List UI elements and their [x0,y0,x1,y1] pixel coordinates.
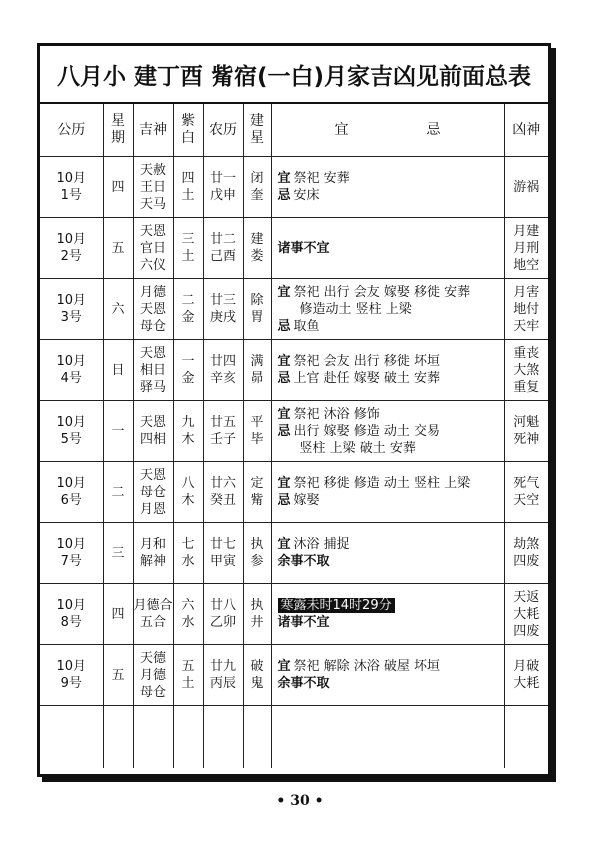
zibai-cell [173,523,203,584]
empty-cell [271,706,504,769]
yiji-line [278,597,504,614]
date-cell-line: 10月 [56,659,87,674]
jianxing-cell-line: 建 [250,232,264,247]
nongli-cell-line: 廿一 [209,171,236,186]
table-row [40,645,548,706]
zibai-cell-line: 土 [181,676,195,691]
jishen-cell-line: 解神 [139,554,166,569]
jishen-cell-line: 月德合 [133,598,173,613]
almanac-table [40,104,548,768]
xiongshen-cell [504,645,548,706]
table-row [40,340,548,401]
yiji-line [278,553,504,570]
zibai-cell-line: 土 [181,249,195,264]
jianxing-cell [243,157,271,218]
date-cell-line: 3号 [60,310,82,325]
zibai-cell [173,401,203,462]
jishen-cell [133,462,173,523]
jianxing-cell [243,401,271,462]
weekday-cell: 五 [103,645,133,706]
jishen-cell-line: 王日 [139,179,166,195]
zibai-cell [173,218,203,279]
xiongshen-cell [504,523,548,584]
jishen-cell-line: 四相 [139,432,166,447]
xiongshen-cell-line: 地付 [513,301,540,317]
jianxing-cell [243,584,271,645]
date-cell-line: 7号 [60,554,82,569]
yiji-label: 忌 [277,188,291,203]
date-cell-line: 10月 [56,354,87,369]
yiji-text: 竖柱 上梁 破土 安葬 [299,440,416,456]
jishen-cell-line: 官日 [139,240,166,256]
zibai-cell [173,584,203,645]
header-nongli: 农历 [203,104,243,157]
zibai-cell-line: 金 [181,310,195,325]
yiji-line [278,170,504,187]
zibai-cell-line: 四 [181,171,195,186]
yiji-label: 忌 [277,371,291,386]
yiji-text: 祭祀 安葬 [293,171,350,186]
yiji-text: 祭祀 沐浴 修饰 [293,406,380,422]
xiongshen-cell [504,340,548,401]
jishen-cell [133,584,173,645]
xiongshen-cell-line: 地空 [513,257,540,273]
xiongshen-cell-line: 大耗 [513,606,540,622]
jishen-cell-line: 母仓 [139,318,166,334]
yiji-text: 祭祀 会友 出行 移徙 坏垣 [293,354,441,369]
header-jianxing: 建 星 [243,104,271,157]
date-cell [40,645,103,706]
nongli-cell [203,218,243,279]
date-cell-line: 10月 [56,415,87,430]
jishen-cell-line: 五合 [139,615,166,630]
yiji-text: 修造动土 竖柱 上梁 [299,301,412,317]
date-cell-line: 10月 [56,598,87,613]
yiji-cell [271,401,504,462]
xiongshen-cell-line: 四废 [513,623,540,639]
zibai-cell [173,645,203,706]
yiji-text: 安床 [293,188,320,203]
jianxing-cell-line: 觜 [250,493,264,508]
xiongshen-cell-line: 四废 [513,554,540,569]
jishen-cell-line: 六仪 [139,257,166,273]
zibai-cell-line: 六 [181,598,195,613]
yiji-cell [271,218,504,279]
header-jishen: 吉神 [133,104,173,157]
jishen-cell [133,157,173,218]
zibai-cell-line: 三 [181,232,195,247]
yiji-line [278,536,504,553]
xiongshen-cell [504,462,548,523]
yiji-cell [271,279,504,340]
jianxing-cell-line: 执 [250,537,264,552]
yiji-label: 宜 [277,284,291,300]
table-row [40,584,548,645]
jianxing-cell-line: 鬼 [250,676,264,691]
header-gongli: 公历 [40,104,103,157]
yiji-text: 出行 嫁娶 修造 动土 交易 [293,423,441,439]
yiji-text: 余事不取 [277,676,330,691]
yiji-line [278,475,504,492]
jianxing-cell-line: 奎 [250,188,264,203]
yiji-label: 宜 [277,406,291,422]
date-cell-line: 1号 [60,188,82,203]
date-cell [40,218,103,279]
zibai-cell [173,157,203,218]
nongli-cell-line: 庚戌 [209,310,236,325]
header-xiongshen: 凶神 [504,104,548,157]
nongli-cell-line: 廿四 [209,354,236,369]
empty-cell [133,706,173,769]
yiji-line [278,240,504,257]
xiongshen-cell [504,584,548,645]
date-cell-line: 6号 [60,493,82,508]
yiji-line [278,353,504,370]
header-yiji: 宜 忌 [271,104,504,157]
jishen-cell [133,401,173,462]
yiji-text: 取鱼 [293,318,320,334]
jianxing-cell [243,218,271,279]
jishen-cell-line: 月和 [139,537,166,552]
yiji-text: 祭祀 解除 沐浴 破屋 坏垣 [293,659,441,674]
zibai-cell-line: 八 [181,476,195,491]
jishen-cell-line: 天马 [139,196,166,212]
weekday-cell: 二 [103,462,133,523]
date-cell-line: 5号 [60,432,82,447]
weekday-cell: 日 [103,340,133,401]
jianxing-cell-line: 闭 [250,171,264,186]
weekday-cell: 三 [103,523,133,584]
jishen-cell-line: 天德 [139,650,166,666]
yiji-line [278,658,504,675]
yiji-line [278,440,504,457]
jianxing-cell-line: 参 [250,554,264,569]
date-cell [40,401,103,462]
yiji-text: 祭祀 移徙 修造 动土 竖柱 上梁 [293,476,471,491]
table-row [40,401,548,462]
yiji-line [278,614,504,631]
jianxing-cell-line: 毕 [250,432,264,447]
jishen-cell-line: 天恩 [139,301,166,317]
jianxing-cell-line: 破 [250,659,264,674]
nongli-cell-line: 廿九 [209,659,236,674]
nongli-cell-line: 己酉 [209,249,236,264]
empty-cell [243,706,271,769]
yiji-cell [271,523,504,584]
nongli-cell-line: 廿三 [209,293,236,308]
xiongshen-cell-line: 死气 [513,476,540,491]
weekday-cell: 一 [103,401,133,462]
nongli-cell-line: 廿五 [209,415,236,430]
yiji-label: 宜 [277,537,291,552]
xiongshen-cell-line: 月破 [513,659,540,674]
yiji-text: 上官 赴任 嫁娶 破土 安葬 [293,371,441,386]
nongli-cell [203,584,243,645]
jianxing-cell [243,340,271,401]
page-title: 八月小 建丁酉 觜宿(一白)月家吉凶见前面总表 [40,46,548,104]
nongli-cell [203,157,243,218]
yiji-line [278,301,504,318]
xiongshen-cell-line: 月害 [513,284,540,300]
weekday-cell: 六 [103,279,133,340]
table-row [40,523,548,584]
yiji-line [278,187,504,204]
date-cell-line: 10月 [56,476,87,491]
nongli-cell-line: 丙辰 [209,676,236,691]
xiongshen-cell-line: 天空 [513,493,540,508]
yiji-label: 忌 [277,318,291,334]
almanac-table-frame [37,43,551,777]
xiongshen-cell-line: 大耗 [513,676,540,691]
date-cell-line: 10月 [56,232,87,247]
xiongshen-cell-line: 重复 [513,379,540,395]
yiji-text: 沐浴 捕捉 [293,537,350,552]
date-cell-line: 4号 [60,371,82,386]
table-row [40,157,548,218]
nongli-cell [203,401,243,462]
xiongshen-cell-line: 死神 [513,432,540,447]
date-cell [40,523,103,584]
jishen-cell-line: 天恩 [139,415,166,430]
jianxing-cell-line: 除 [250,293,264,308]
table-row [40,462,548,523]
nongli-cell-line: 廿二 [209,232,236,247]
header-xingqi: 星 期 [103,104,133,157]
weekday-cell: 四 [103,157,133,218]
zibai-cell-line: 金 [181,371,195,386]
nongli-cell [203,340,243,401]
jishen-cell [133,218,173,279]
jishen-cell-line: 月德 [139,284,166,300]
zibai-cell [173,279,203,340]
yiji-text: 诸事不宜 [277,615,330,630]
date-cell [40,279,103,340]
date-cell-line: 10月 [56,293,87,308]
jishen-cell [133,279,173,340]
nongli-cell-line: 廿七 [209,537,236,552]
yiji-text: 诸事不宜 [277,240,330,256]
jianxing-cell [243,645,271,706]
header-zibai: 紫 白 [173,104,203,157]
zibai-cell-line: 木 [181,493,195,508]
empty-cell [103,706,133,769]
yiji-label: 忌 [277,423,291,439]
zibai-cell-line: 五 [181,659,195,674]
date-cell-line: 10月 [56,537,87,552]
jishen-cell-line: 母仓 [139,684,166,700]
zibai-cell-line: 水 [181,615,195,630]
date-cell-line: 10月 [56,171,87,186]
zibai-cell-line: 二 [181,293,195,308]
nongli-cell [203,462,243,523]
yiji-text: 余事不取 [277,554,330,569]
yiji-label: 忌 [277,493,291,508]
xiongshen-cell-line: 天返 [513,589,540,605]
yiji-cell [271,645,504,706]
yiji-label: 宜 [277,659,291,674]
page-number: • 30 • [276,793,324,809]
nongli-cell-line: 廿八 [209,598,236,613]
yiji-text: 祭祀 出行 会友 嫁娶 移徙 安葬 [293,284,471,300]
table-row [40,279,548,340]
jishen-cell [133,340,173,401]
date-cell [40,462,103,523]
jianxing-cell-line: 定 [250,476,264,491]
jianxing-cell-line: 昴 [250,371,264,386]
empty-cell [173,706,203,769]
yiji-label: 宜 [277,354,291,369]
jianxing-cell-line: 井 [250,615,264,630]
empty-cell [504,706,548,769]
jishen-cell-line: 天恩 [139,467,166,483]
xiongshen-cell [504,218,548,279]
yiji-line [278,675,504,692]
jishen-cell-line: 天恩 [139,345,166,361]
empty-cell [40,706,103,769]
jianxing-cell-line: 满 [250,354,264,369]
yiji-label: 宜 [277,476,291,491]
nongli-cell-line: 癸丑 [209,493,236,508]
date-cell [40,340,103,401]
jianxing-cell [243,462,271,523]
jianxing-cell-line: 执 [250,598,264,613]
nongli-cell-line: 戊申 [209,188,236,203]
weekday-cell: 四 [103,584,133,645]
yiji-cell [271,157,504,218]
yiji-text: 寒露未时14时29分 [278,598,395,613]
empty-row [40,706,548,769]
yiji-line [278,492,504,509]
yiji-line [278,423,504,440]
yiji-label: 宜 [277,171,291,186]
jishen-cell [133,523,173,584]
jishen-cell-line: 月恩 [139,501,166,517]
date-cell [40,157,103,218]
zibai-cell-line: 七 [181,537,195,552]
zibai-cell [173,340,203,401]
zibai-cell-line: 木 [181,432,195,447]
header-row [40,104,548,157]
yiji-line [278,406,504,423]
xiongshen-cell-line: 重丧 [513,345,540,361]
zibai-cell-line: 一 [181,354,195,369]
nongli-cell-line: 壬子 [209,432,236,447]
xiongshen-cell [504,279,548,340]
yiji-line [278,284,504,301]
nongli-cell-line: 乙卯 [209,615,236,630]
xiongshen-cell-line: 天牢 [513,318,540,334]
yiji-line [278,370,504,387]
xiongshen-cell-line: 大煞 [513,362,540,378]
jishen-cell-line: 天赦 [139,162,166,178]
date-cell-line: 9号 [60,676,82,691]
yiji-cell [271,340,504,401]
jishen-cell-line: 月德 [139,667,166,683]
nongli-cell-line: 甲寅 [209,554,236,569]
date-cell [40,584,103,645]
xiongshen-cell-line: 河魁 [513,415,540,430]
xiongshen-cell-line: 月建 [513,223,540,239]
zibai-cell-line: 九 [181,415,195,430]
nongli-cell-line: 辛亥 [209,371,236,386]
weekday-cell: 五 [103,218,133,279]
xiongshen-cell-line: 月刑 [513,240,540,256]
nongli-cell [203,523,243,584]
jianxing-cell-line: 娄 [250,249,264,264]
date-cell-line: 8号 [60,615,82,630]
jishen-cell-line: 天恩 [139,223,166,239]
yiji-text: 嫁娶 [293,493,320,508]
zibai-cell-line: 土 [181,188,195,203]
yiji-line [278,318,504,335]
empty-cell [203,706,243,769]
nongli-cell [203,279,243,340]
jishen-cell-line: 驿马 [139,379,166,395]
jianxing-cell [243,523,271,584]
zibai-cell [173,462,203,523]
date-cell-line: 2号 [60,249,82,264]
jishen-cell [133,645,173,706]
yiji-cell [271,462,504,523]
yiji-cell [271,584,504,645]
jishen-cell-line: 相日 [139,362,166,378]
nongli-cell [203,645,243,706]
xiongshen-cell-line: 劫煞 [513,537,540,552]
jishen-cell-line: 母仓 [139,484,166,500]
xiongshen-cell-line: 游祸 [513,179,540,195]
jianxing-cell-line: 胃 [250,310,264,325]
jianxing-cell-line: 平 [250,415,264,430]
xiongshen-cell [504,401,548,462]
zibai-cell-line: 水 [181,554,195,569]
nongli-cell-line: 廿六 [209,476,236,491]
xiongshen-cell [504,157,548,218]
table-row [40,218,548,279]
jianxing-cell [243,279,271,340]
